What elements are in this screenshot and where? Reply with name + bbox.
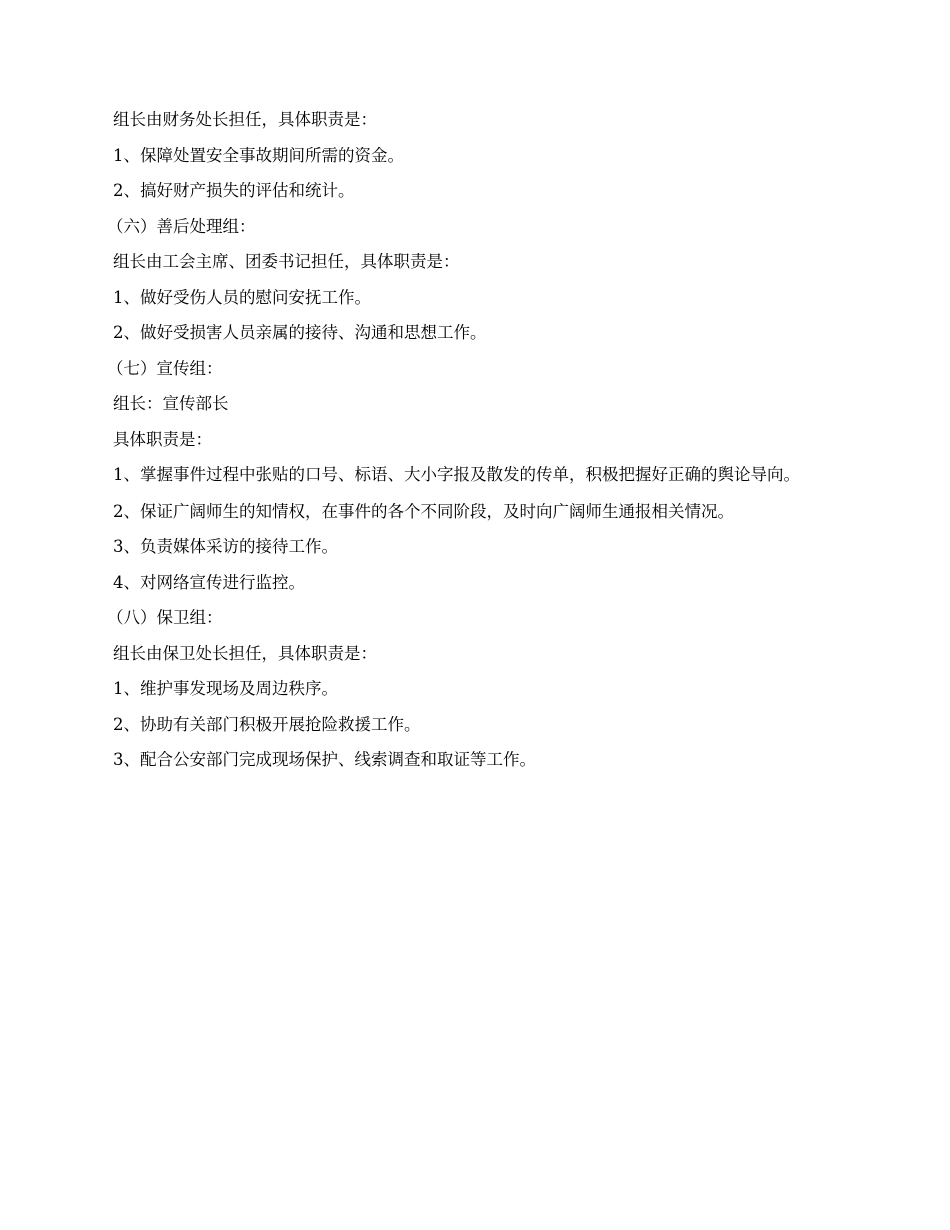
- paragraph: 3、负责媒体采访的接待工作。: [113, 537, 338, 556]
- paragraph: 3、配合公安部门完成现场保护、线索调查和取证等工作。: [113, 750, 536, 769]
- paragraph: 组长由工会主席、团委书记担任，具体职责是：: [113, 252, 460, 271]
- paragraph: 1、维护事发现场及周边秩序。: [113, 679, 338, 698]
- section-heading: （七）宣传组：: [107, 358, 223, 378]
- paragraph: 2、保证广阔师生的知情权，在事件的各个不同阶段，及时向广阔师生通报相关情况。: [113, 501, 734, 521]
- paragraph: 1、掌握事件过程中张贴的口号、标语、大小字报及散发的传单，积极把握好正确的舆论导向。: [113, 465, 800, 484]
- paragraph: 4、对网络宣传进行监控。: [113, 572, 305, 592]
- paragraph: 组长：宣传部长: [113, 394, 229, 413]
- paragraph: 1、保障处置安全事故期间所需的资金。: [113, 145, 404, 165]
- paragraph: 组长由保卫处长担任，具体职责是：: [113, 643, 377, 663]
- paragraph: 2、协助有关部门积极开展抢险救援工作。: [113, 714, 421, 734]
- paragraph: 2、搞好财产损失的评估和统计。: [113, 181, 355, 200]
- paragraph: 2、做好受损害人员亲属的接待、沟通和思想工作。: [113, 323, 487, 342]
- document-body: [107, 110, 838, 787]
- section-heading: （六）善后处理组：: [107, 216, 256, 236]
- paragraph: 具体职责是：: [113, 429, 212, 449]
- section-heading: （八）保卫组：: [107, 608, 223, 627]
- paragraph: 组长由财务处长担任，具体职责是：: [113, 110, 377, 129]
- paragraph: 1、做好受伤人员的慰问安抚工作。: [113, 287, 371, 307]
